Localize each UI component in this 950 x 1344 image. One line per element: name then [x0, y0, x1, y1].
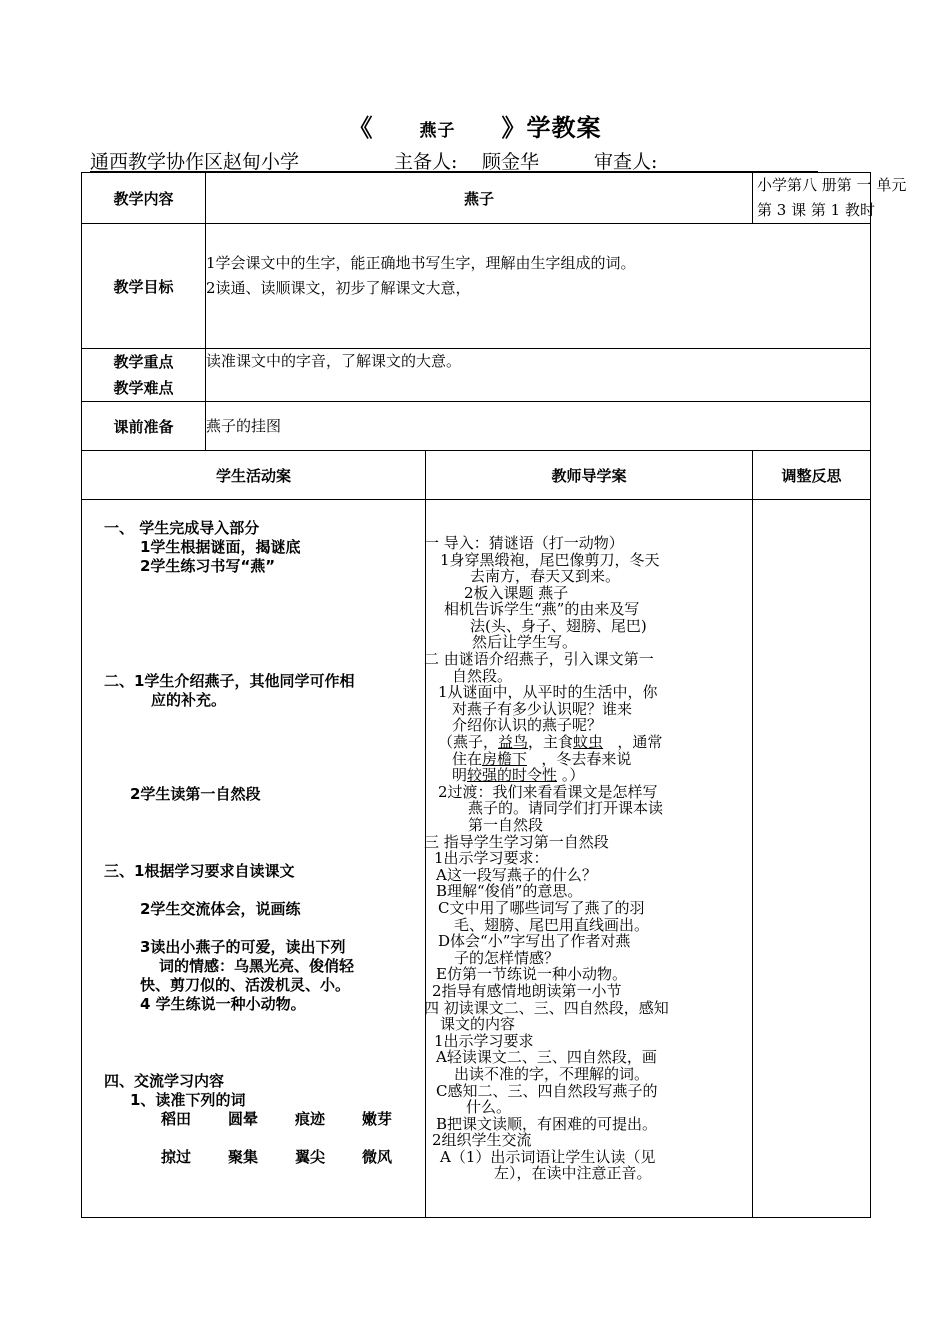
adjust-column: [753, 500, 871, 1218]
vocab-word: 翼尖: [295, 1148, 326, 1166]
teacher-line: 二 由谜语介绍燕子，引入课文第一: [424, 650, 654, 669]
teacher-line: 法(头、身子、翅膀、尾巴): [470, 616, 647, 635]
teacher-line: B理解“俊俏”的意思。: [436, 882, 583, 901]
teacher-line: 对燕子有多少认识呢？谁来: [452, 699, 633, 718]
unit-line-1: 小学第八 册第 一 单元: [757, 176, 907, 194]
student-line: 词的情感：乌黑光亮、俊俏轻: [159, 957, 355, 975]
teacher-line: 去南方，春天又到来。: [470, 567, 621, 586]
teacher-line: A（1）出示词语让学生认读（见: [440, 1147, 656, 1166]
adjust-column-header: 调整反思: [753, 451, 871, 500]
key-value: 读准课文中的字音，了解课文的大意。: [206, 349, 871, 402]
student-line: 2学生读第一自然段: [130, 785, 261, 803]
vocab-word: 掠过: [161, 1148, 192, 1166]
teacher-line: C感知二、三、四自然段写燕子的: [436, 1081, 658, 1100]
goals-label: 教学目标: [82, 224, 206, 349]
teacher-line: 第一自然段: [468, 816, 544, 835]
teacher-line: 1出示学习要求：: [434, 849, 549, 868]
title-close: 》学教案: [501, 113, 602, 142]
preparer-name: 顾金华: [482, 151, 540, 173]
teacher-line: 四 初读课文二、三、四自然段，感知: [424, 998, 669, 1017]
teacher-line: D体会“小”字写出了作者对燕: [438, 932, 631, 951]
unit-info: [753, 173, 907, 224]
teacher-line: 相机告诉学生“燕”的由来及写: [444, 600, 640, 619]
school-name: 通西教学协作区赵甸小学: [90, 151, 300, 173]
teacher-line: 左），在读中注意正音。: [494, 1164, 652, 1183]
student-column-header: 学生活动案: [82, 451, 426, 500]
teacher-line: 子的怎样情感？: [454, 948, 560, 967]
student-line: 二、1学生介绍燕子，其他同学可作相: [104, 672, 355, 690]
teacher-line: 课文的内容: [440, 1015, 516, 1034]
teacher-line: 住在房檐下 ，冬去春来说: [452, 749, 632, 768]
teacher-line: 2组织学生交流: [432, 1131, 532, 1150]
teacher-line: 2指导有感情地朗读第一小节: [432, 981, 622, 1000]
goal-2: 2读通、读顺课文，初步了解课文大意，: [206, 279, 471, 297]
student-line: 应的补充。: [151, 691, 227, 709]
title-open: 《: [348, 113, 374, 142]
teacher-line: 毛、翅膀、尾巴用直线画出。: [454, 915, 650, 934]
student-line: 1、读准下列的词: [130, 1091, 246, 1109]
teacher-line: 出读不准的字，不理解的词。: [454, 1064, 650, 1083]
student-line: 三、1根据学习要求自读课文: [104, 862, 295, 880]
key-label: 教学重点: [113, 353, 174, 371]
key-difficulty-label: [82, 349, 206, 402]
teacher-line: 1出示学习要求: [434, 1031, 534, 1050]
teacher-line: 三 指导学生学习第一自然段: [424, 832, 609, 851]
prep-value: 燕子的挂图: [206, 402, 871, 451]
teacher-line: 1身穿黑缎袍，尾巴像剪刀，冬天: [440, 550, 660, 569]
prep-label: 课前准备: [82, 402, 206, 451]
vocab-word: 嫩芽: [362, 1110, 393, 1128]
teacher-line: 什么。: [466, 1098, 512, 1117]
student-line: 1学生根据谜面，揭谜底: [140, 538, 301, 556]
teacher-line: 燕子的。请同学们打开课本读: [468, 799, 664, 818]
student-activities: [82, 500, 426, 1218]
goal-1: 1学会课文中的生字，能正确地书写生字，理解由生字组成的词。: [206, 254, 636, 272]
teacher-line: 1从谜面中，从平时的生活中，你: [438, 683, 658, 702]
teacher-column-header: 教师导学案: [426, 451, 753, 500]
teacher-line: 明较强的时令性 。）: [452, 766, 585, 785]
student-line: 快、剪刀似的、活泼机灵、小。: [140, 976, 351, 994]
unit-line-2: 第 3 课 第 1 教时: [757, 201, 875, 219]
teacher-line: 2过渡：我们来看看课文是怎样写: [438, 782, 658, 801]
vocab-word: 稻田: [161, 1110, 192, 1128]
vocab-word: 微风: [362, 1148, 393, 1166]
teacher-line: 2板入课题 燕子: [464, 583, 569, 602]
teacher-line: B把课文读顺，有困难的可提出。: [436, 1114, 658, 1133]
teacher-line: 然后让学生写。: [472, 633, 578, 652]
student-line: 2学生练习书写“燕”: [140, 557, 276, 575]
teacher-line: （燕子，益鸟，主食蚊虫 ，通常: [438, 733, 663, 752]
student-line: 四、交流学习内容: [104, 1072, 225, 1090]
goals-value: [206, 224, 871, 349]
student-line: 2学生交流体会，说画练: [140, 900, 301, 918]
teacher-line: C文中用了哪些词写了燕了的羽: [438, 898, 645, 917]
student-line: 一、 学生完成导入部分: [104, 519, 260, 537]
teacher-line: E仿第一节练说一种小动物。: [436, 965, 627, 984]
teacher-guidance: [426, 500, 753, 1218]
content-value: 燕子: [206, 173, 753, 224]
teacher-line: 介绍你认识的燕子呢？: [452, 716, 603, 735]
student-line: 3读出小燕子的可爱，读出下列: [140, 938, 346, 956]
document-title: [0, 108, 950, 143]
teacher-line: 一 导入：猜谜语（打一动物）: [424, 533, 624, 552]
content-label: 教学内容: [82, 173, 206, 224]
preparer-label: 主备人:: [394, 151, 458, 173]
vocab-word: 圆晕: [228, 1110, 259, 1128]
difficulty-label: 教学难点: [113, 379, 174, 397]
student-line: 4 学生练说一种小动物。: [140, 995, 306, 1013]
title-lesson: 燕子: [419, 121, 456, 141]
teacher-line: A轻读课文二、三、四自然段，画: [436, 1048, 657, 1067]
teacher-line: 自然段。: [452, 666, 513, 685]
reviewer-label: 审查人:: [594, 151, 658, 173]
vocab-word: 聚集: [228, 1148, 259, 1166]
teacher-line: A这一段写燕子的什么？: [436, 865, 597, 884]
lesson-plan-table: [81, 172, 907, 1218]
document-subheader: [90, 147, 818, 172]
vocab-word: 痕迹: [295, 1110, 326, 1128]
